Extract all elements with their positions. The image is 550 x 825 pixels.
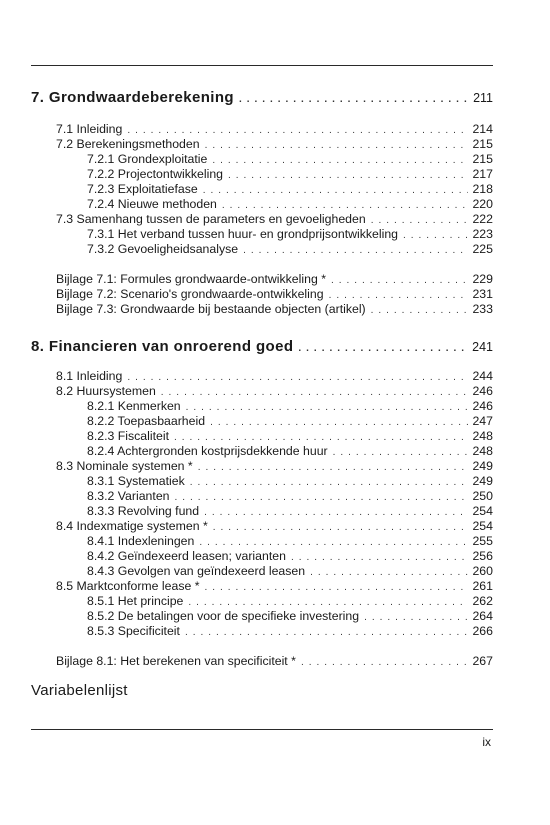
toc-entry-page: 255 bbox=[472, 534, 493, 548]
toc-entry-page: 256 bbox=[472, 549, 493, 563]
toc-entry-label: 8.5 Marktconforme lease * bbox=[56, 579, 200, 593]
leader-dots bbox=[298, 344, 468, 354]
leader-dots bbox=[127, 126, 468, 136]
toc-entry-7-3[interactable] bbox=[56, 212, 493, 227]
toc-entry-label: 8.3.2 Varianten bbox=[87, 489, 170, 503]
toc-entry-7-2-3[interactable] bbox=[87, 182, 493, 197]
leader-dots bbox=[203, 186, 469, 196]
toc-entry-7-1[interactable] bbox=[56, 122, 493, 137]
leader-dots bbox=[331, 276, 468, 286]
toc-entry-label: 7.3.1 Het verband tussen huur- en grondprijsontwikkeling bbox=[87, 227, 399, 241]
toc-entry-8-2[interactable] bbox=[56, 384, 493, 399]
toc-entry-label: 7.1 Inleiding bbox=[56, 122, 123, 136]
toc-entry-page: 261 bbox=[472, 579, 493, 593]
toc-entry-label: 7.3.2 Gevoeligheidsanalyse bbox=[87, 242, 239, 256]
leader-dots bbox=[222, 201, 469, 211]
toc-entry-label: 8.2.1 Kenmerken bbox=[87, 399, 181, 413]
toc-entry-8-3[interactable] bbox=[56, 459, 493, 474]
toc-entry-8-3-2[interactable] bbox=[87, 489, 493, 504]
toc-entry-8-2-2[interactable] bbox=[87, 414, 493, 429]
toc-entry-page: 264 bbox=[472, 609, 493, 623]
toc-appendix-8-1[interactable] bbox=[56, 654, 493, 669]
leader-dots bbox=[127, 373, 468, 383]
toc-entry-label: 7.2.2 Projectontwikkeling bbox=[87, 167, 224, 181]
toc-entry-label: 8.4.2 Geïndexeerd leasen; varianten bbox=[87, 549, 286, 563]
toc-entry-label: 8.2.4 Achtergronden kostprijsdekkende huur bbox=[87, 444, 328, 458]
toc-appendix-7-2[interactable] bbox=[56, 287, 493, 302]
toc-entry-page: 250 bbox=[472, 489, 493, 503]
leader-dots bbox=[204, 508, 468, 518]
toc-entry-label: 8.2.2 Toepasbaarheid bbox=[87, 414, 206, 428]
leader-dots bbox=[185, 628, 469, 638]
toc-entry-8-5-2[interactable] bbox=[87, 609, 493, 624]
toc-entry-page: 215 bbox=[472, 137, 493, 151]
toc-entry-label: 7.3 Samenhang tussen de parameters en gevoeligheden bbox=[56, 212, 366, 226]
toc-entry-7-3-2[interactable] bbox=[87, 242, 493, 257]
toc-entry-7-2-1[interactable] bbox=[87, 152, 493, 167]
toc-entry-page: 260 bbox=[472, 564, 493, 578]
top-rule bbox=[31, 65, 493, 66]
chapter-8-heading[interactable] bbox=[31, 338, 493, 355]
chapter-8-page: 241 bbox=[472, 340, 493, 354]
leader-dots bbox=[212, 156, 468, 166]
toc-entry-label: 7.2.3 Exploitatiefase bbox=[87, 182, 198, 196]
toc-entry-page: 233 bbox=[472, 302, 493, 316]
toc-entry-label: 8.3 Nominale systemen * bbox=[56, 459, 193, 473]
leader-dots bbox=[205, 583, 469, 593]
toc-entry-page: 217 bbox=[472, 167, 493, 181]
toc-entry-8-2-3[interactable] bbox=[87, 429, 493, 444]
chapter-7-title: 7. Grondwaardeberekening bbox=[31, 89, 234, 106]
chapter-8-title: 8. Financieren van onroerend goed bbox=[31, 338, 294, 355]
toc-entry-page: 246 bbox=[472, 399, 493, 413]
toc-entry-8-3-1[interactable] bbox=[87, 474, 493, 489]
toc-entry-page: 247 bbox=[472, 414, 493, 428]
toc-entry-page: 229 bbox=[472, 272, 493, 286]
toc-entry-7-2-4[interactable] bbox=[87, 197, 493, 212]
leader-dots bbox=[161, 388, 469, 398]
toc-entry-8-4-1[interactable] bbox=[87, 534, 493, 549]
leader-dots bbox=[239, 95, 469, 105]
leader-dots bbox=[333, 448, 469, 458]
toc-entry-label: Bijlage 7.2: Scenario's grondwaarde-ontwikkeling bbox=[56, 287, 324, 301]
toc-entry-page: 254 bbox=[472, 519, 493, 533]
toc-entry-label: Bijlage 7.1: Formules grondwaarde-ontwikkeling * bbox=[56, 272, 326, 286]
toc-entry-8-2-4[interactable] bbox=[87, 444, 493, 459]
leader-dots bbox=[364, 613, 468, 623]
toc-entry-page: 262 bbox=[472, 594, 493, 608]
toc-entry-page: 214 bbox=[472, 122, 493, 136]
toc-entry-label: 8.1 Inleiding bbox=[56, 369, 123, 383]
leader-dots bbox=[403, 231, 468, 241]
toc-entry-7-2[interactable] bbox=[56, 137, 493, 152]
leader-dots bbox=[199, 538, 468, 548]
toc-appendix-7-1[interactable] bbox=[56, 272, 493, 287]
toc-entry-8-2-1[interactable] bbox=[87, 399, 493, 414]
toc-entry-page: 215 bbox=[472, 152, 493, 166]
leader-dots bbox=[175, 493, 469, 503]
toc-entry-8-3-3[interactable] bbox=[87, 504, 493, 519]
toc-entry-label: Bijlage 7.3: Grondwaarde bij bestaande objecten (artikel) bbox=[56, 302, 366, 316]
leader-dots bbox=[291, 553, 469, 563]
toc-entry-label: 7.2.4 Nieuwe methoden bbox=[87, 197, 217, 211]
bottom-rule bbox=[31, 729, 493, 730]
leader-dots bbox=[174, 433, 468, 443]
toc-entry-label: 8.3.3 Revolving fund bbox=[87, 504, 200, 518]
leader-dots bbox=[301, 658, 469, 668]
toc-entry-8-4[interactable] bbox=[56, 519, 493, 534]
leader-dots bbox=[329, 291, 469, 301]
toc-entry-page: 249 bbox=[472, 459, 493, 473]
toc-entry-8-1[interactable] bbox=[56, 369, 493, 384]
toc-entry-7-2-2[interactable] bbox=[87, 167, 493, 182]
toc-entry-label: 7.2 Berekeningsmethoden bbox=[56, 137, 200, 151]
leader-dots bbox=[188, 598, 468, 608]
toc-appendix-7-3[interactable] bbox=[56, 302, 493, 317]
leader-dots bbox=[186, 403, 469, 413]
toc-entry-page: 249 bbox=[472, 474, 493, 488]
leader-dots bbox=[371, 216, 469, 226]
leader-dots bbox=[205, 141, 469, 151]
leader-dots bbox=[371, 306, 469, 316]
toc-entry-8-4-3[interactable] bbox=[87, 564, 493, 579]
chapter-7-heading[interactable] bbox=[31, 89, 493, 106]
leader-dots bbox=[228, 171, 468, 181]
toc-entry-8-4-2[interactable] bbox=[87, 549, 493, 564]
toc-entry-page: 223 bbox=[472, 227, 493, 241]
toc-entry-page: 248 bbox=[472, 429, 493, 443]
toc-entry-page: 225 bbox=[472, 242, 493, 256]
toc-entry-page: 266 bbox=[472, 624, 493, 638]
leader-dots bbox=[190, 478, 469, 488]
toc-entry-label: 8.3.1 Systematiek bbox=[87, 474, 185, 488]
toc-entry-page: 220 bbox=[472, 197, 493, 211]
leader-dots bbox=[243, 246, 468, 256]
toc-entry-page: 222 bbox=[472, 212, 493, 226]
toc-entry-page: 244 bbox=[472, 369, 493, 383]
toc-entry-label: 8.2.3 Fiscaliteit bbox=[87, 429, 170, 443]
toc-entry-7-3-1[interactable] bbox=[87, 227, 493, 242]
toc-entry-page: 248 bbox=[472, 444, 493, 458]
leader-dots bbox=[210, 418, 468, 428]
toc-entry-page: 231 bbox=[472, 287, 493, 301]
toc-entry-label: 8.5.3 Specificiteit bbox=[87, 624, 180, 638]
toc-entry-label: 8.5.1 Het principe bbox=[87, 594, 184, 608]
toc-entry-page: 246 bbox=[472, 384, 493, 398]
toc-entry-8-5-1[interactable] bbox=[87, 594, 493, 609]
toc-entry-label: 8.4.1 Indexleningen bbox=[87, 534, 195, 548]
page-number: ix bbox=[482, 735, 491, 749]
toc-entry-page: 267 bbox=[472, 654, 493, 668]
toc-entry-label: 8.2 Huursystemen bbox=[56, 384, 156, 398]
toc-entry-8-5[interactable] bbox=[56, 579, 493, 594]
toc-entry-label: 8.4 Indexmatige systemen * bbox=[56, 519, 208, 533]
leader-dots bbox=[198, 463, 469, 473]
toc-entry-label: 8.5.2 De betalingen voor de specifieke investering bbox=[87, 609, 360, 623]
toc-entry-label: Bijlage 8.1: Het berekenen van specificiteit * bbox=[56, 654, 296, 668]
variabelenlijst-heading[interactable]: Variabelenlijst bbox=[31, 682, 128, 699]
toc-entry-page: 218 bbox=[472, 182, 493, 196]
toc-entry-page: 254 bbox=[472, 504, 493, 518]
chapter-7-page: 211 bbox=[473, 91, 493, 105]
leader-dots bbox=[310, 568, 468, 578]
toc-entry-label: 8.4.3 Gevolgen van geïndexeerd leasen bbox=[87, 564, 306, 578]
leader-dots bbox=[213, 523, 469, 533]
toc-entry-8-5-3[interactable] bbox=[87, 624, 493, 639]
toc-entry-label: 7.2.1 Grondexploitatie bbox=[87, 152, 208, 166]
